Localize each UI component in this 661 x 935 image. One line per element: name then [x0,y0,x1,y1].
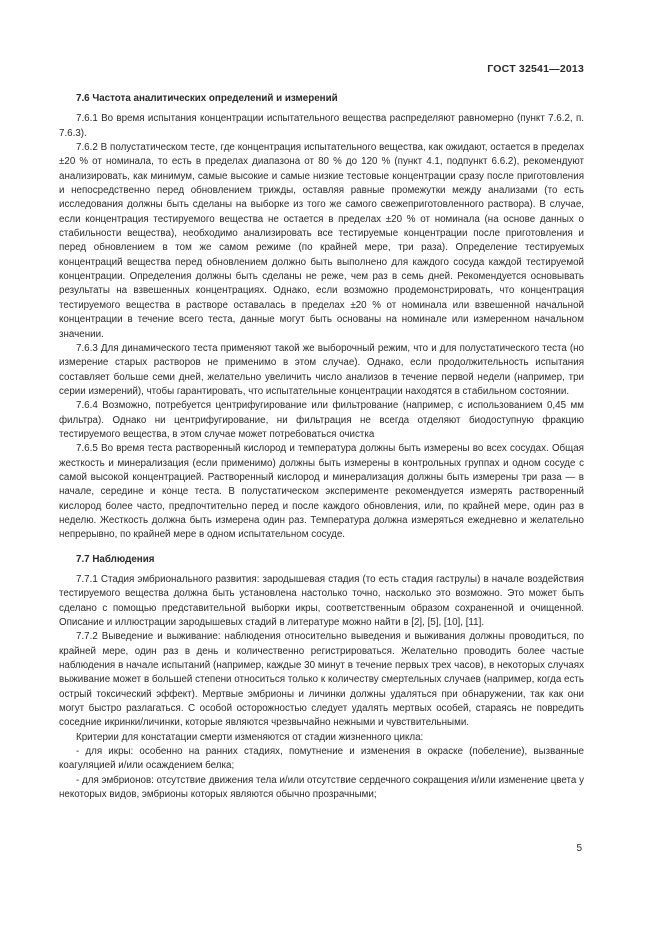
paragraph-7-6-4: 7.6.4 Возможно, потребуется центрифугирование или фильтрование (например, с использованием 0,45 мм фильтра). Однако ни центрифугирование, ни фильтрация не всегда отделяют биодоступную фракцию тестируемого вещества, в этом случае может потребоваться очистка [59,400,584,440]
paragraph-7-7-2: 7.7.2 Выведение и выживание: наблюдения относительно выведения и выживания должны проводиться, по крайней мере, один раз в день и количественно регистрироваться. Желательно проводить более частые наблюдения в начале испытаний (например, каждые 30 минут в течение первых трех часов), в некоторых случаях выживание может в большей степени относиться только к количеству смертельных случаев (например, когда есть острый токсический эффект). Мертвые эмбрионы и личинки должны удаляться при обнаружении, так как они могут быстро разлагаться. С особой осторожностью следует удалять мертвых особей, стараясь не повредить соседние икринки/личинки, которые являются чрезвычайно нежными и чувствительными. [59,631,584,729]
paragraph-death-criteria: Критерии для констатации смерти изменяются от стадии жизненного цикла: [76,731,424,743]
list-item-eggs: - для икры: особенно на ранних стадиях, помутнение и изменения в окраске (побеление), вызванные коагуляцией и/или осаждением белка; [59,746,584,772]
document-body [59,92,584,803]
list-item-embryos: - для эмбрионов: отсутствие движения тела и/или отсутствие сердечного сокращения и/или изменение цвета у некоторых видов, эмбрионы которых являются обычно прозрачными; [59,774,584,801]
section-heading-7-7: 7.7 Наблюдения [76,553,155,565]
paragraph-7-7-1: 7.7.1 Стадия эмбрионального развития: зародышевая стадия (то есть стадия гаструлы) в начале воздействия тестируемого вещества должна быть установлена настолько точно, насколько это возможно. Это может быть сделано с помощью представительной выборки икры, соответственным образом сохраненной и очищенной. Описание и иллюстрации зародышевых стадий в литературе можно найти в [2], [5], [10], [11]. [59,574,584,629]
paragraph-7-6-5: 7.6.5 Во время теста растворенный кислород и температура должны быть измерены во всех сосудах. Общая жесткость и минерализация (если применимо) должны быть измерены в контрольных группах и одном сосуде с самой высокой концентрацией. Растворенный кислород и минерализация должны быть измерены три раза — в начале, середине и конце теста. В полустатическом эксперименте рекомендуется измерять растворенный кислород более часто, предпочтительно перед и после каждого обновления, или, по крайней мере, один раз в неделю. Жесткость должна быть измерена один раз. Температура должна измеряться ежедневно и желательно непрерывно, по крайней мере в одном испытательном сосуде. [59,443,584,541]
paragraph-7-6-2: 7.6.2 В полустатическом тесте, где концентрация испытательного вещества, как ожидают, остается в пределах ±20 % от номинала, то есть в пределах диапазона от 80 % до 120 % (пункт 4.1, подпункт 6.6.2), рекомендуют анализировать, как минимум, самые высокие и самые низкие тестовые концентрации сразу после приготовления и непосредственно перед обновлением трижды, оставляя равные промежутки между анализами (то есть исследования должны быть сделаны на выборке из того же самого свежеприготовленного раствора). В случае, если концентрация тестируемого вещества не остается в пределах ±20 % от номинала (на основе данных о стабильности вещества), необходимо анализировать все тестируемые концентрации после приготовления и перед обновлением в том же самом режиме (по крайней мере, три раза). Определение тестируемых концентраций вещества перед обновлением должно быть выполнено для каждого сосуда каждой тестируемой концентрации. Определения должны быть сделаны не реже, чем раз в семь дней. Рекомендуется основывать результаты на взвешенных концентрациях. Однако, если возможно продемонстрировать, что концентрация тестируемого вещества в растворе оставалась в пределах ±20 % от номинала или взвешенной начальной концентрации в течение всего теста, данные могут быть основаны на номинале или измеренном начальном значении. [59,142,584,340]
section-heading-7-6: 7.6 Частота аналитических определений и измерений [76,93,338,104]
paragraph-7-6-1: 7.6.1 Во время испытания концентрации испытательного вещества распределяют равномерно (пункт 7.6.2, п. 7.6.3). [59,113,584,139]
page-number: 5 [576,843,582,854]
paragraph-7-6-3: 7.6.3 Для динамического теста применяют такой же выборочный режим, что и для полустатического теста (но измерение старых растворов не применимо в этом случае). Однако, если продолжительность испытания составляет больше семи дней, желательно увеличить число анализов в течение первой недели (например, три серии измерений), чтобы гарантировать, что испытательные концентрации находятся в стабильном состоянии. [59,342,584,397]
document-code-header: ГОСТ 32541—2013 [487,63,584,75]
